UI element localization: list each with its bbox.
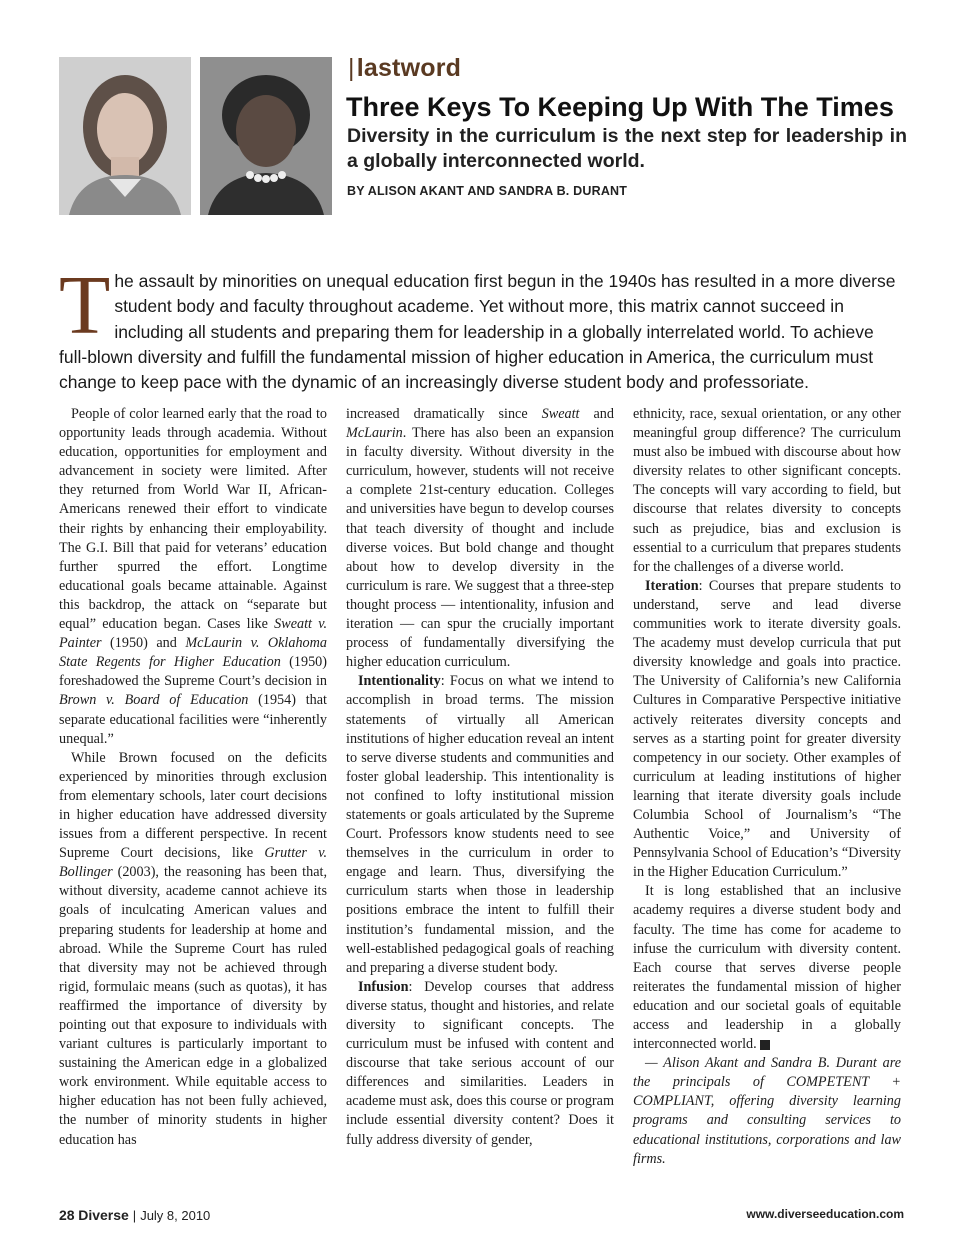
paragraph bbox=[633, 577, 901, 883]
article-deck: Diversity in the curriculum is the next step for leadership in a globally interconnected world. bbox=[347, 125, 907, 172]
case-name: Sweatt v. Painter bbox=[59, 616, 327, 652]
paragraph bbox=[59, 405, 327, 749]
text-run: (2003), the reasoning has been that, without diversity, academe cannot achieve its goals of inculcating American values and preparing students for leadership at home and abroad. While the Supreme Court has ruled that diversity may not be achieved through rigid, formulaic means (such as quotas), it has reaffirmed the importance of diversity by pointing out that exposure to individuals with variant cultures is particularly important to sustaining the American edge in a globalized work environment. While equitable access to higher education has not been fully achieved, the number of minority students in higher education has bbox=[59, 864, 327, 1148]
paragraph bbox=[346, 405, 614, 672]
paragraph: ethnicity, race, sexual orientation, or any other meaningful group difference? The curriculum must also be imbued with discourse about how diversity relates to other significant concepts. The concepts will vary according to field, but discourse that relates diversity to concepts such as prejudice, bias and exclusion is essential to a curriculum that prepares students for the challenges of a diverse world. bbox=[633, 406, 901, 575]
author-photo-alison-akant bbox=[59, 57, 191, 215]
body-column-1 bbox=[59, 405, 327, 1150]
paragraph bbox=[346, 672, 614, 978]
magazine-name: Diverse bbox=[78, 1207, 129, 1223]
text-run: . There has also been an expansion in faculty diversity. Without diversity in the curriculum, however, students will not receive a complete 21st-century education. Colleges and universities have begun to develop courses that teach diversity of thought and include diverse voices. But bold change and thought about how to develop diversity in the curriculum is rare. We suggest that a three-step thought process — intentionality, infusion and iteration — can spur the crucially important process of fundamentally diversifying the higher education curriculum. bbox=[346, 425, 614, 671]
paragraph bbox=[346, 978, 614, 1150]
bio-text: — Alison Akant and Sandra B. Durant are the principals of COMPETENT + COMPLIANT, offering diversity learning programs and consulting services to educational institutions, corporations and law firms. bbox=[633, 1055, 901, 1167]
text-run: (1954) that separate educational facilities were “inherently unequal.” bbox=[59, 692, 327, 747]
article-headline: Three Keys To Keeping Up With The Times bbox=[346, 92, 894, 122]
case-name: McLaurin bbox=[346, 425, 403, 442]
site-url[interactable]: www.diverseeducation.com bbox=[746, 1207, 904, 1221]
lede-text: he assault by minorities on unequal education first begun in the 1940s has resulted in a more diverse student body and faculty throughout academe. Yet without more, this matrix cannot succeed in including all students and preparing them for leadership in a globally interrelated world. To achieve full-blown diversity and fulfill the fundamental mission of higher education in America, the curriculum must change to keep pace with the dynamic of an increasingly diverse student body and professoriate. bbox=[59, 271, 896, 393]
author-photo-sandra-durant bbox=[200, 57, 332, 215]
separator: | bbox=[132, 1208, 137, 1223]
section-kicker bbox=[348, 54, 461, 83]
text-run: : Develop courses that address diverse status, thought and histories, and relate diversity to significant concepts. The curriculum must be infused with content and discourse that take serious account of our differences and similarities. Leaders in academe must ask, does this course or program include essential diversity content? Does it fully address diversity of gender, bbox=[346, 978, 614, 1148]
case-name: Sweatt bbox=[541, 406, 580, 422]
text-run: : Focus on what we intend to accomplish in broad terms. The mission statements of virtually all American institutions of higher education reveal an intent to serve diverse students and communities and foster global leadership. This intentionality is not confined to lofty institutional mission statements or goals articulated by the Supreme Court. Professors know students need to see themselves in the curriculum in order to engage and learn. Thus, diversifying the curriculum starts when those in leadership positions embrace the intent to fulfill their institution’s fundamental mission, and the well-established pedagogical goals of reaching and preparing a diverse student body. bbox=[346, 673, 614, 976]
text-run: While Brown focused on the deficits experienced by minorities through exclusion from elementary schools, later court decisions in higher education have addressed diversity issues from a different perspective. In recent Supreme Court decisions, like bbox=[59, 749, 327, 862]
case-name: Grutter v. Bollinger bbox=[59, 845, 327, 881]
key-label-infusion: Infusion bbox=[358, 978, 409, 995]
portrait-illustration bbox=[200, 57, 332, 215]
case-name: Brown v. Board of Education bbox=[59, 692, 249, 709]
page-footer-left bbox=[59, 1207, 210, 1223]
body-column-3 bbox=[633, 405, 901, 1169]
page-number: 28 bbox=[59, 1207, 75, 1223]
text-run: (1950) foreshadowed the Supreme Court’s decision in bbox=[59, 654, 327, 690]
text-run: and bbox=[579, 406, 614, 422]
body-column-2 bbox=[346, 405, 614, 1150]
text-run: People of color learned early that the road to opportunity leads through academia. Without education, opportunities for employment and advancement in society were limited. After they returned from World War II, African-Americans renewed their effort to vindicate their rights by enhancing their employability. The G.I. Bill that paid for veterans’ education further spurred the effort. Longtime educational goals became attainable. Against this backdrop, the attack on “separate but equal” education began. Cases like bbox=[59, 406, 327, 633]
issue-date: July 8, 2010 bbox=[140, 1208, 211, 1223]
article-byline: BY ALISON AKANT AND SANDRA B. DURANT bbox=[347, 184, 628, 198]
kicker-text: lastword bbox=[356, 54, 462, 82]
end-mark-icon: ■ bbox=[760, 1040, 770, 1050]
drop-cap: T bbox=[59, 259, 111, 352]
key-label-iteration: Iteration bbox=[645, 577, 699, 594]
portrait-illustration bbox=[59, 57, 191, 215]
text-run: It is long established that an inclusive academy requires a diverse student body and faculty. The time has come for academe to infuse the curriculum with diversity content. Each course that serves diverse people reiterates the fundamental mission of higher education and our societal goals of equitable access and leadership in a globally interconnected world. bbox=[633, 883, 901, 1053]
case-name: McLaurin v. Oklahoma State Regents for Higher Education bbox=[59, 635, 327, 671]
text-run: : Courses that prepare students to understand, serve and lead diverse communities work to iterate diversity goals. The academy must develop curricula that put diversity knowledge and goals into practice. The University of California’s new California Cultures in Comparative Perspective initiative actively reiterates diversity concepts and serves as a starting point for greater diversity competency in our society. Other examples of curriculum at leading institutions of higher learning that iterate diversity goals include Columbia School of Journalism’s “The Authentic Voice,” and University of Pennsylvania School of Education’s “Diversity in the Higher Education Curriculum.” bbox=[633, 577, 901, 881]
kicker-bar: | bbox=[348, 54, 355, 82]
text-run: increased dramatically since bbox=[346, 406, 542, 422]
key-label-intentionality: Intentionality bbox=[358, 673, 441, 690]
text-run: (1950) and bbox=[101, 635, 186, 652]
paragraph bbox=[59, 749, 327, 1150]
author-bio bbox=[633, 1054, 901, 1169]
paragraph bbox=[633, 882, 901, 1054]
article-lede bbox=[59, 259, 905, 395]
